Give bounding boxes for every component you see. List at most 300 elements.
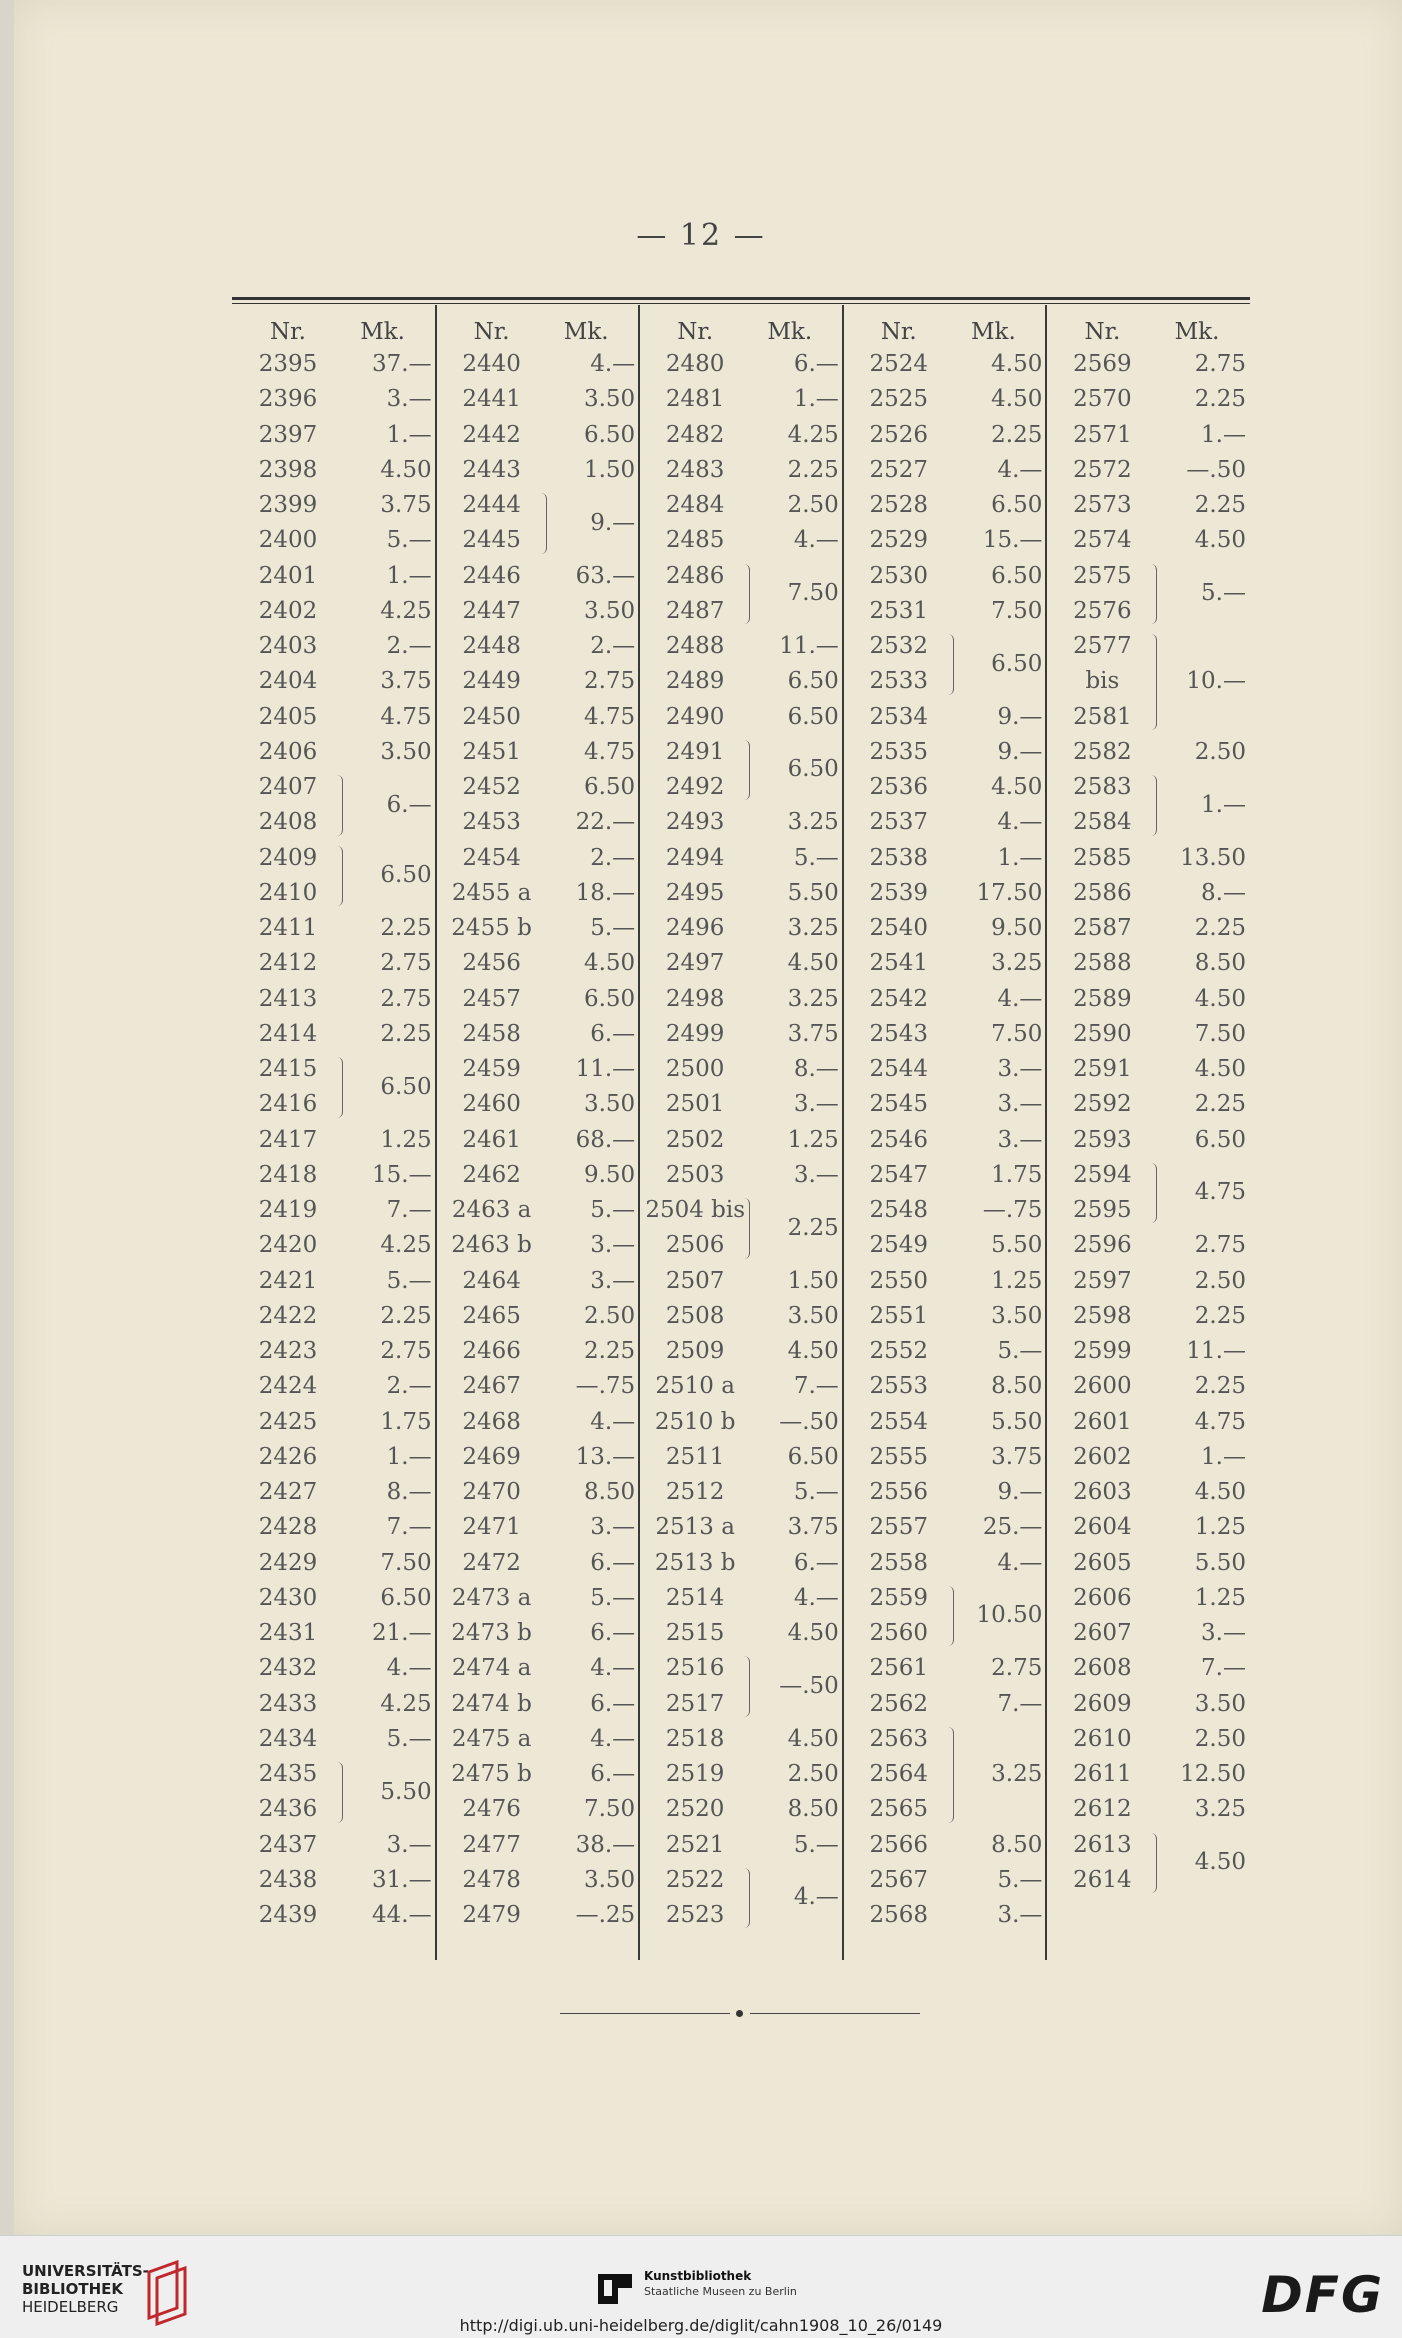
item-number: 2479	[462, 1902, 521, 1928]
item-price: 3.—	[997, 1902, 1043, 1928]
item-price: 6.—	[590, 1761, 636, 1787]
table-row	[843, 382, 1047, 417]
table-row	[639, 1369, 843, 1404]
item-number: 2494	[665, 844, 725, 871]
page-number: — 12 —	[636, 218, 766, 253]
table-row	[436, 1792, 640, 1827]
item-price: 2.25	[1194, 915, 1246, 941]
item-number: 2539	[869, 879, 929, 906]
table-row	[232, 382, 436, 417]
item-price: 1.—	[1201, 421, 1246, 448]
item-number: 2497	[665, 950, 725, 977]
item-number: 2482	[665, 421, 725, 448]
item-number: 2430	[258, 1584, 318, 1611]
table-row	[232, 1651, 436, 1686]
table-row	[436, 382, 640, 417]
item-number: 2406	[258, 738, 318, 765]
group-brace	[945, 1727, 954, 1823]
group-price: 2.25	[787, 1214, 839, 1241]
table-row	[436, 1052, 640, 1087]
item-number: 2598	[1073, 1302, 1132, 1329]
table-row	[436, 1546, 640, 1581]
group-brace	[334, 846, 343, 907]
item-number: 2440	[462, 351, 521, 377]
table-row	[843, 1193, 1047, 1228]
item-number: 2442	[462, 421, 521, 448]
item-price: 44.—	[372, 1902, 432, 1928]
item-price: 3.—	[1201, 1620, 1246, 1646]
table-row	[843, 453, 1047, 488]
item-number: 2441	[462, 386, 521, 413]
item-price: 5.—	[997, 1866, 1043, 1893]
item-number: 2471	[462, 1514, 521, 1541]
item-price: 4.75	[380, 703, 432, 730]
item-number: 2510 a	[655, 1373, 735, 1400]
item-price: 2.75	[380, 985, 432, 1012]
item-number: 2395	[258, 351, 318, 377]
table-row	[436, 841, 640, 876]
item-number: 2462	[462, 1161, 521, 1188]
item-number: 2417	[258, 1126, 318, 1153]
item-price: 38.—	[575, 1831, 636, 1858]
item-number: 2603	[1073, 1479, 1132, 1505]
item-price: 6.50	[583, 985, 636, 1012]
dfg-logo[interactable]: DFG	[1261, 2266, 1384, 2324]
group-brace	[945, 634, 954, 695]
item-number: 2564	[869, 1761, 929, 1787]
item-price: 7.50	[1194, 1020, 1246, 1047]
table-row	[1046, 488, 1250, 523]
table-row	[843, 1546, 1047, 1581]
item-price: 6.—	[793, 351, 839, 377]
table-row	[1046, 1405, 1250, 1440]
group-price: 7.50	[787, 580, 839, 607]
item-price: 2.50	[1194, 738, 1246, 765]
group-price: 1.—	[1201, 791, 1246, 818]
item-price: 5.—	[386, 1267, 432, 1294]
item-number: 2581	[1073, 703, 1132, 730]
item-price: 1.50	[583, 456, 636, 483]
item-number: 2447	[462, 597, 521, 624]
item-price: 5.—	[590, 1197, 636, 1223]
item-number: 2499	[665, 1020, 725, 1047]
item-number: 2604	[1073, 1514, 1132, 1541]
item-price: 7.50	[991, 1020, 1043, 1047]
group-price: 6.50	[380, 1073, 432, 1100]
table-row	[436, 453, 640, 488]
item-price: 2.75	[1194, 1232, 1246, 1259]
item-price: 4.—	[793, 527, 839, 554]
table-row	[1046, 1581, 1250, 1616]
item-number: 2558	[869, 1549, 929, 1576]
item-number: 2398	[258, 456, 318, 483]
table-row	[436, 982, 640, 1017]
item-number: 2410	[258, 879, 318, 906]
item-number: 2556	[869, 1479, 929, 1505]
item-number: 2401	[258, 562, 318, 589]
table-row	[436, 1828, 640, 1863]
item-price: 4.—	[997, 809, 1043, 836]
item-number: 2526	[869, 421, 929, 448]
item-price: 9.—	[997, 703, 1043, 730]
table-row	[843, 523, 1047, 558]
item-number: 2437	[258, 1831, 318, 1858]
item-price: 37.—	[372, 351, 432, 377]
table-row	[639, 1158, 843, 1193]
item-number: 2454	[462, 844, 521, 871]
table-row	[232, 1123, 436, 1158]
item-price: 5.—	[590, 1584, 636, 1611]
table-row	[232, 1299, 436, 1334]
item-number: 2473 b	[451, 1620, 532, 1646]
item-price: 2.25	[380, 915, 432, 941]
table-row	[639, 382, 843, 417]
item-number: 2435	[258, 1761, 318, 1787]
table-row	[232, 594, 436, 629]
item-price: 1.—	[997, 844, 1043, 871]
table-row	[436, 1017, 640, 1052]
table-row	[639, 488, 843, 523]
table-row	[639, 841, 843, 876]
item-number: 2513 b	[654, 1549, 736, 1576]
item-price: 2.25	[1194, 492, 1246, 518]
heidelberg-library-logo[interactable]	[22, 2262, 149, 2316]
item-number: 2573	[1073, 492, 1132, 518]
table-row	[436, 1687, 640, 1722]
item-number: 2530	[869, 562, 929, 589]
item-price: 8.—	[386, 1479, 432, 1505]
item-number: 2545	[869, 1091, 929, 1118]
group-brace	[1148, 634, 1157, 730]
kb-subtitle: Staatliche Museen zu Berlin	[644, 2285, 797, 2298]
table-row	[232, 1581, 436, 1616]
group-brace	[1148, 1833, 1157, 1894]
item-price: 3.50	[1194, 1690, 1246, 1717]
table-row	[232, 1405, 436, 1440]
uni-line1: UNIVERSITÄTS-	[22, 2262, 149, 2280]
item-number: 2595	[1073, 1197, 1132, 1223]
item-price: 15.—	[372, 1161, 432, 1188]
item-number: 2533	[869, 668, 929, 695]
table-column-3	[639, 305, 843, 1960]
item-price: 4.—	[590, 1408, 636, 1435]
item-number: 2426	[258, 1443, 318, 1470]
item-price: 6.—	[793, 1549, 839, 1576]
item-price: 3.—	[590, 1232, 636, 1259]
item-number: 2544	[869, 1056, 929, 1082]
item-price: 11.—	[575, 1056, 636, 1082]
table-row	[232, 1158, 436, 1193]
table-row	[436, 629, 640, 664]
item-price: 9.—	[997, 738, 1043, 765]
table-row	[639, 1017, 843, 1052]
item-price: 22.—	[575, 809, 636, 836]
item-number: 2431	[258, 1620, 318, 1646]
table-row	[639, 1757, 843, 1792]
table-row	[1046, 1369, 1250, 1404]
item-number: 2552	[869, 1338, 929, 1364]
table-row	[843, 418, 1047, 453]
item-price: 6.50	[583, 421, 636, 448]
item-price: 3.75	[787, 1020, 839, 1047]
table-row	[1046, 1017, 1250, 1052]
table-row	[843, 1863, 1047, 1898]
item-number: 2540	[869, 915, 929, 941]
column-divider	[435, 305, 437, 1960]
item-number: 2502	[665, 1126, 725, 1153]
item-price: 7.—	[793, 1373, 839, 1400]
item-number: 2528	[869, 492, 929, 518]
item-price: 4.75	[583, 703, 636, 730]
item-number: 2419	[258, 1197, 318, 1223]
item-price: 8.50	[991, 1831, 1043, 1858]
item-number: 2475 a	[451, 1725, 532, 1752]
item-number: 2570	[1073, 386, 1132, 413]
item-price: 7.—	[1201, 1655, 1246, 1682]
item-price: 1.75	[380, 1408, 432, 1435]
item-number: 2550	[869, 1267, 929, 1294]
table-row	[843, 594, 1047, 629]
item-price: 8.—	[793, 1056, 839, 1082]
item-number: 2486	[665, 562, 725, 589]
item-price: 3.—	[997, 1126, 1043, 1153]
item-number: 2434	[258, 1725, 318, 1752]
item-price: 2.25	[1194, 1302, 1246, 1329]
column-header	[436, 315, 640, 350]
header-nr: Nr.	[677, 319, 714, 345]
item-number: 2532	[869, 633, 929, 659]
item-price: 3.—	[793, 1091, 839, 1118]
source-url[interactable]: http://digi.ub.uni-heidelberg.de/diglit/cahn1908_10_26/0149	[459, 2316, 943, 2335]
item-price: 2.75	[583, 668, 636, 695]
item-number: 2576	[1073, 597, 1132, 624]
group-brace	[741, 564, 750, 625]
item-price: 5.—	[386, 527, 432, 554]
item-price: 3.25	[991, 950, 1043, 977]
item-price: 1.—	[793, 386, 839, 413]
item-price: 1.50	[787, 1267, 839, 1294]
item-price: 6.50	[787, 1443, 839, 1470]
table-row	[843, 1299, 1047, 1334]
item-price: —.75	[982, 1197, 1043, 1223]
item-price: 3.—	[386, 1831, 432, 1858]
header-nr: Nr.	[880, 319, 917, 345]
uni-line3: HEIDELBERG	[22, 2298, 119, 2316]
group-price: 5.50	[380, 1778, 432, 1805]
table-row	[436, 664, 640, 699]
item-number: 2470	[462, 1479, 521, 1505]
item-price: 2.—	[386, 1373, 432, 1400]
table-row	[232, 1687, 436, 1722]
table-row	[436, 1757, 640, 1792]
item-price: 4.50	[991, 774, 1043, 800]
item-price: 4.—	[590, 1655, 636, 1682]
table-row	[843, 911, 1047, 946]
item-price: 6.—	[590, 1620, 636, 1646]
item-number: 2459	[462, 1056, 521, 1082]
group-brace	[741, 1656, 750, 1717]
item-price: 1.25	[991, 1267, 1043, 1294]
item-number: 2468	[462, 1408, 521, 1435]
item-number: 2443	[462, 456, 521, 483]
table-row	[1046, 1651, 1250, 1686]
item-price: 5.50	[1194, 1549, 1246, 1576]
table-row	[232, 1369, 436, 1404]
table-row	[843, 1052, 1047, 1087]
group-brace	[1148, 1163, 1157, 1224]
table-row	[843, 735, 1047, 770]
item-number: 2529	[869, 527, 929, 554]
column-divider	[1045, 305, 1047, 1960]
item-number: 2602	[1073, 1443, 1132, 1470]
table-row	[843, 841, 1047, 876]
item-number: 2475 b	[451, 1761, 532, 1787]
item-number: 2554	[869, 1408, 929, 1435]
table-row	[232, 1193, 436, 1228]
item-number: 2507	[665, 1267, 725, 1294]
item-number: 2585	[1073, 844, 1132, 871]
table-row	[436, 770, 640, 805]
table-row	[232, 523, 436, 558]
item-price: 9.—	[997, 1479, 1043, 1505]
item-number: 2600	[1073, 1373, 1132, 1400]
table-row	[436, 347, 640, 382]
item-number: 2400	[258, 527, 318, 554]
table-column-1	[232, 305, 436, 1960]
item-number: 2538	[869, 844, 929, 871]
item-price: 6.50	[787, 668, 839, 695]
item-number: 2403	[258, 633, 318, 659]
item-number: 2472	[462, 1549, 521, 1576]
item-number: 2594	[1073, 1161, 1132, 1188]
item-number: 2429	[258, 1549, 318, 1576]
table-row	[232, 629, 436, 664]
item-price: 4.—	[997, 985, 1043, 1012]
table-row	[843, 1651, 1047, 1686]
column-header	[232, 315, 436, 350]
table-row	[639, 1828, 843, 1863]
item-number: 2577	[1073, 633, 1132, 659]
table-row	[1046, 876, 1250, 911]
item-number: 2422	[258, 1302, 318, 1329]
item-price: 1.—	[386, 421, 432, 448]
table-row	[232, 982, 436, 1017]
item-price: 5.—	[386, 1725, 432, 1752]
group-price: 5.—	[1201, 580, 1246, 607]
table-row	[436, 1228, 640, 1263]
item-price: 3.75	[991, 1443, 1043, 1470]
item-number: 2508	[665, 1302, 725, 1329]
item-price: 2.50	[787, 1761, 839, 1787]
item-number: 2455 a	[451, 879, 532, 906]
table-row	[436, 1440, 640, 1475]
item-price: 3.50	[787, 1302, 839, 1329]
item-price: 6.—	[590, 1690, 636, 1717]
item-price: 4.—	[590, 1725, 636, 1752]
table-row	[843, 1405, 1047, 1440]
item-number: 2518	[665, 1725, 725, 1752]
item-number: 2535	[869, 738, 929, 765]
column-divider	[842, 305, 844, 1960]
item-price: 1.75	[991, 1161, 1043, 1188]
item-number: 2565	[869, 1796, 929, 1823]
table-column-2	[436, 305, 640, 1960]
item-number: 2463 a	[451, 1197, 532, 1223]
item-number: 2607	[1073, 1620, 1132, 1646]
item-number: 2453	[462, 809, 521, 836]
group-price: 6.50	[991, 650, 1043, 677]
item-number: 2469	[462, 1443, 521, 1470]
item-price: 3.50	[583, 597, 636, 624]
price-list-table	[232, 305, 1250, 1960]
item-number: 2575	[1073, 562, 1132, 589]
header-nr: Nr.	[270, 319, 306, 345]
item-price: 15.—	[982, 527, 1043, 554]
item-number: 2432	[258, 1655, 318, 1682]
table-row	[232, 1546, 436, 1581]
table-row	[843, 1334, 1047, 1369]
item-price: 4.50	[1194, 1479, 1246, 1505]
header-mk: Mk.	[563, 319, 609, 345]
item-number: 2517	[665, 1690, 725, 1717]
column-header	[1046, 315, 1250, 350]
table-row	[1046, 1299, 1250, 1334]
item-number: 2519	[665, 1761, 725, 1787]
table-row	[639, 347, 843, 382]
group-price: —.50	[779, 1672, 839, 1699]
table-row	[1046, 1264, 1250, 1299]
item-price: 4.25	[380, 1232, 432, 1259]
item-number: 2590	[1073, 1020, 1132, 1047]
item-price: 4.50	[787, 1620, 839, 1646]
table-row	[1046, 841, 1250, 876]
item-price: 7.—	[386, 1197, 432, 1223]
item-number: 2485	[665, 527, 725, 554]
item-price: 1.25	[380, 1126, 432, 1153]
table-row	[436, 594, 640, 629]
item-number: 2427	[258, 1479, 318, 1505]
item-number: 2464	[462, 1267, 521, 1294]
item-price: 12.50	[1180, 1761, 1246, 1787]
table-row	[232, 1863, 436, 1898]
item-price: 3.25	[1194, 1796, 1246, 1823]
item-price: —.75	[575, 1373, 636, 1400]
table-row	[1046, 1687, 1250, 1722]
item-number: 2503	[665, 1161, 725, 1188]
item-price: 2.—	[590, 633, 636, 659]
table-row	[232, 1334, 436, 1369]
item-price: —.50	[779, 1408, 839, 1435]
table-row	[843, 1369, 1047, 1404]
table-row	[639, 1510, 843, 1545]
item-number: 2525	[869, 386, 929, 413]
item-number: 2491	[665, 738, 725, 765]
item-price: 4.—	[793, 1584, 839, 1611]
item-price: 2.50	[787, 492, 839, 518]
item-number: 2448	[462, 633, 521, 659]
table-row	[436, 1193, 640, 1228]
table-row	[436, 1123, 640, 1158]
item-number: 2415	[258, 1056, 318, 1082]
table-row	[639, 876, 843, 911]
table-row	[232, 1017, 436, 1052]
item-price: 2.25	[583, 1338, 636, 1364]
table-row	[436, 700, 640, 735]
item-number: 2399	[258, 492, 318, 518]
group-brace	[741, 1198, 750, 1259]
group-price: 6.—	[386, 791, 432, 818]
item-number: 2436	[258, 1796, 318, 1823]
